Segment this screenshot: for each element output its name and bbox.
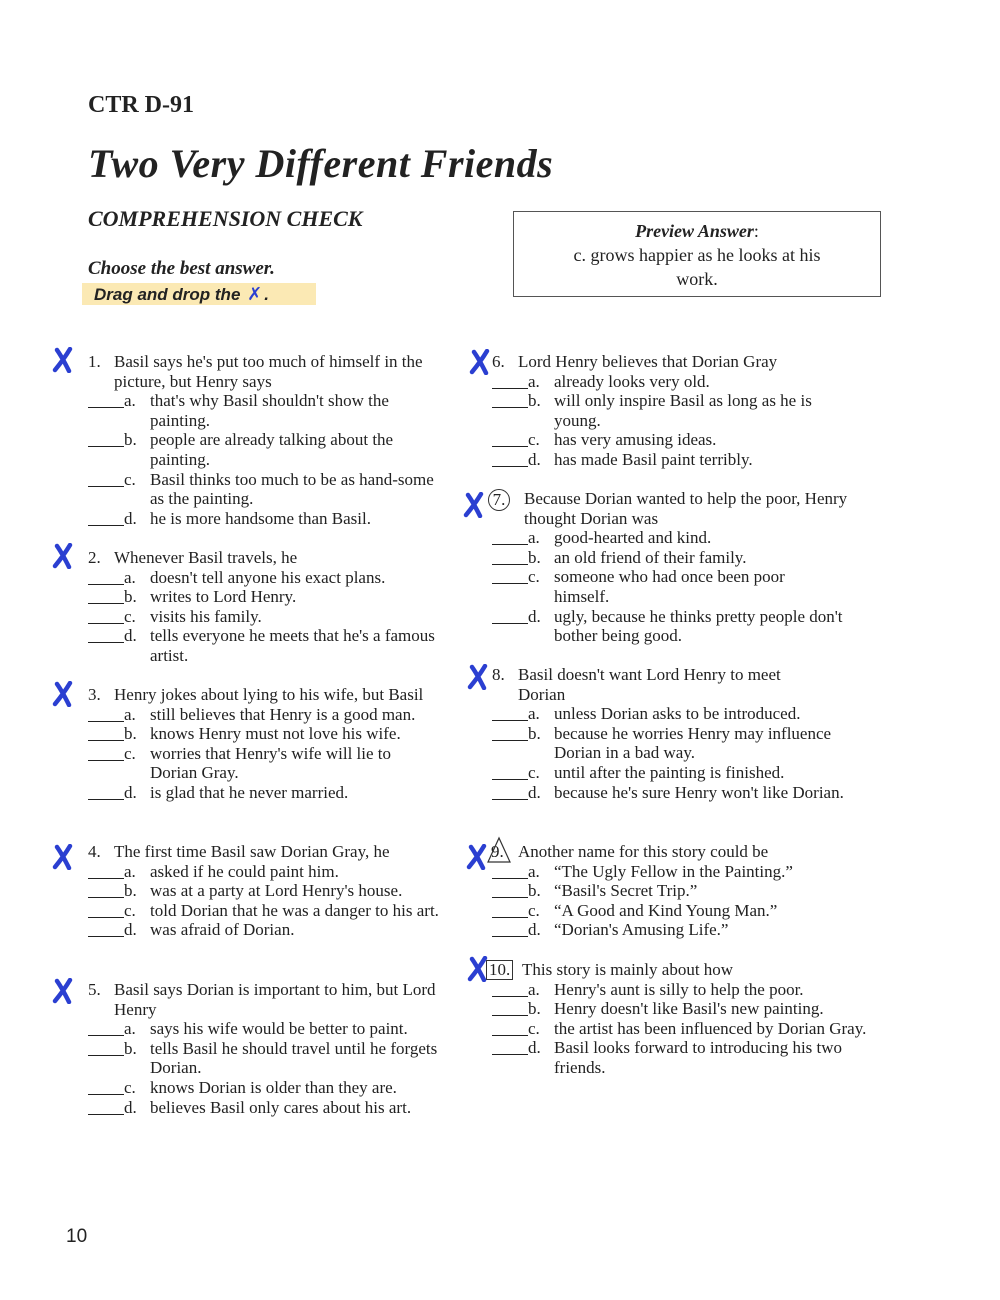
answer-option[interactable]: a. unless Dorian asks to be introduced.	[492, 704, 882, 724]
question-number: 8.	[492, 665, 505, 684]
answer-option[interactable]: b. will only inspire Basil as long as he is young.	[492, 391, 842, 430]
answer-option[interactable]: d. Basil looks forward to introducing his two friends.	[492, 1038, 859, 1077]
question-number: 6.	[492, 352, 505, 371]
question-stem: Basil says Dorian is important to him, but Lord Henry	[114, 980, 436, 1019]
question-4	[88, 842, 468, 940]
worksheet-code: CTR D-91	[88, 92, 194, 118]
question-number: 2.	[88, 548, 101, 567]
question-9	[492, 842, 852, 940]
question-number-boxed: 10.	[486, 960, 513, 980]
answer-option[interactable]: c. knows Dorian is older than they are.	[88, 1078, 458, 1098]
answer-option[interactable]: a. already looks very old.	[492, 372, 842, 392]
question-5	[88, 980, 458, 1117]
answer-option[interactable]: a. asked if he could paint him.	[88, 862, 468, 882]
drag-instruction-text: Drag and drop the	[94, 285, 241, 304]
answer-option[interactable]: d. he is more handsome than Basil.	[88, 509, 448, 529]
answer-option[interactable]: b. Henry doesn't like Basil's new painting.	[492, 999, 882, 1019]
question-stem: This story is mainly about how	[522, 960, 734, 979]
question-number: 3.	[88, 685, 101, 704]
answer-option[interactable]: c. someone who had once been poor himself.	[492, 567, 824, 606]
question-number: 4.	[88, 842, 101, 861]
answer-option[interactable]: a. “The Ugly Fellow in the Painting.”	[492, 862, 852, 882]
answer-option[interactable]: a. doesn't tell anyone his exact plans.	[88, 568, 448, 588]
question-8	[492, 665, 882, 802]
x-mark-icon[interactable]	[467, 956, 489, 982]
answer-option[interactable]: c. has very amusing ideas.	[492, 430, 842, 450]
question-3	[88, 685, 468, 803]
answer-option[interactable]: d. ugly, because he thinks pretty people don't bother being good.	[492, 607, 857, 646]
question-stem: The first time Basil saw Dorian Gray, he	[114, 842, 390, 861]
answer-option[interactable]: b. because he worries Henry may influence Dorian in a bad way.	[492, 724, 882, 763]
answer-option[interactable]: d. tells everyone he meets that he's a famous artist.	[88, 626, 448, 665]
answer-option[interactable]: d. is glad that he never married.	[88, 783, 468, 803]
answer-option[interactable]: d. has made Basil paint terribly.	[492, 450, 842, 470]
answer-option[interactable]: c. visits his family.	[88, 607, 448, 627]
answer-option[interactable]: b. people are already talking about the painting.	[88, 430, 448, 469]
drag-instruction-suffix: .	[264, 285, 269, 304]
x-mark-icon[interactable]	[52, 681, 74, 707]
x-mark-icon[interactable]	[469, 349, 491, 375]
page-number: 10	[66, 1226, 88, 1247]
question-stem: Basil says he's put too much of himself in the picture, but Henry says	[114, 352, 423, 391]
answer-option[interactable]: c. Basil thinks too much to be as hand-some as the painting.	[88, 470, 448, 509]
x-mark-icon[interactable]	[466, 844, 488, 870]
question-10	[489, 960, 882, 1078]
x-mark-icon[interactable]	[52, 844, 74, 870]
answer-option[interactable]: c. until after the painting is finished.	[492, 763, 882, 783]
preview-answer-label: Preview Answer	[635, 221, 754, 241]
answer-option[interactable]: d. because he's sure Henry won't like Dorian.	[492, 783, 874, 803]
answer-option[interactable]: b. knows Henry must not love his wife.	[88, 724, 468, 744]
answer-option[interactable]: d. “Dorian's Amusing Life.”	[492, 920, 852, 940]
answer-option[interactable]: c. the artist has been influenced by Dorian Gray.	[492, 1019, 882, 1039]
answer-option[interactable]: a. says his wife would be better to paint.	[88, 1019, 458, 1039]
x-mark-icon[interactable]	[463, 492, 485, 518]
answer-option[interactable]: a. that's why Basil shouldn't show the painting.	[88, 391, 448, 430]
answer-option[interactable]: b. was at a party at Lord Henry's house.	[88, 881, 468, 901]
preview-answer-text: c. grows happier as he looks at his work.	[573, 245, 821, 289]
question-6	[492, 352, 842, 470]
question-stem: Another name for this story could be	[518, 842, 769, 861]
x-mark-icon[interactable]	[52, 543, 74, 569]
worksheet-title: Two Very Different Friends	[88, 141, 554, 186]
question-7	[492, 489, 857, 646]
section-heading: COMPREHENSION CHECK	[88, 206, 363, 231]
x-mark-icon: ✗	[247, 284, 263, 304]
answer-option[interactable]: a. good-hearted and kind.	[492, 528, 857, 548]
answer-option[interactable]: c. “A Good and Kind Young Man.”	[492, 901, 852, 921]
answer-option[interactable]: b. tells Basil he should travel until he forgets Dorian.	[88, 1039, 440, 1078]
question-1	[88, 352, 448, 528]
preview-answer-box: Preview Answer: c. grows happier as he looks at his work.	[513, 211, 881, 297]
drag-instruction-banner	[82, 283, 316, 305]
answer-option[interactable]: a. Henry's aunt is silly to help the poor.	[492, 980, 882, 1000]
x-mark-icon[interactable]	[467, 664, 489, 690]
question-stem: Basil doesn't want Lord Henry to meet Dorian	[518, 665, 781, 704]
question-stem: Henry jokes about lying to his wife, but Basil	[114, 685, 424, 704]
question-number-triangled: 9.	[488, 842, 507, 862]
question-2	[88, 548, 448, 666]
x-mark-icon[interactable]	[52, 978, 74, 1004]
answer-option[interactable]: c. told Dorian that he was a danger to his art.	[88, 901, 468, 921]
question-number: 5.	[88, 980, 101, 999]
instruction-text: Choose the best answer.	[88, 258, 275, 279]
answer-option[interactable]: b. writes to Lord Henry.	[88, 587, 448, 607]
question-stem: Lord Henry believes that Dorian Gray	[518, 352, 778, 371]
answer-option[interactable]: c. worries that Henry's wife will lie to Dorian Gray.	[88, 744, 440, 783]
question-stem: Because Dorian wanted to help the poor, Henry thought Dorian was	[524, 489, 848, 528]
answer-option[interactable]: b. an old friend of their family.	[492, 548, 857, 568]
answer-option[interactable]: d. was afraid of Dorian.	[88, 920, 468, 940]
question-number: 1.	[88, 352, 101, 371]
question-stem: Whenever Basil travels, he	[114, 548, 298, 567]
answer-option[interactable]: d. believes Basil only cares about his art.	[88, 1098, 458, 1118]
x-mark-icon[interactable]	[52, 347, 74, 373]
answer-option[interactable]: a. still believes that Henry is a good man.	[88, 705, 468, 725]
question-number-circled: 7.	[488, 489, 510, 511]
answer-option[interactable]: b. “Basil's Secret Trip.”	[492, 881, 852, 901]
